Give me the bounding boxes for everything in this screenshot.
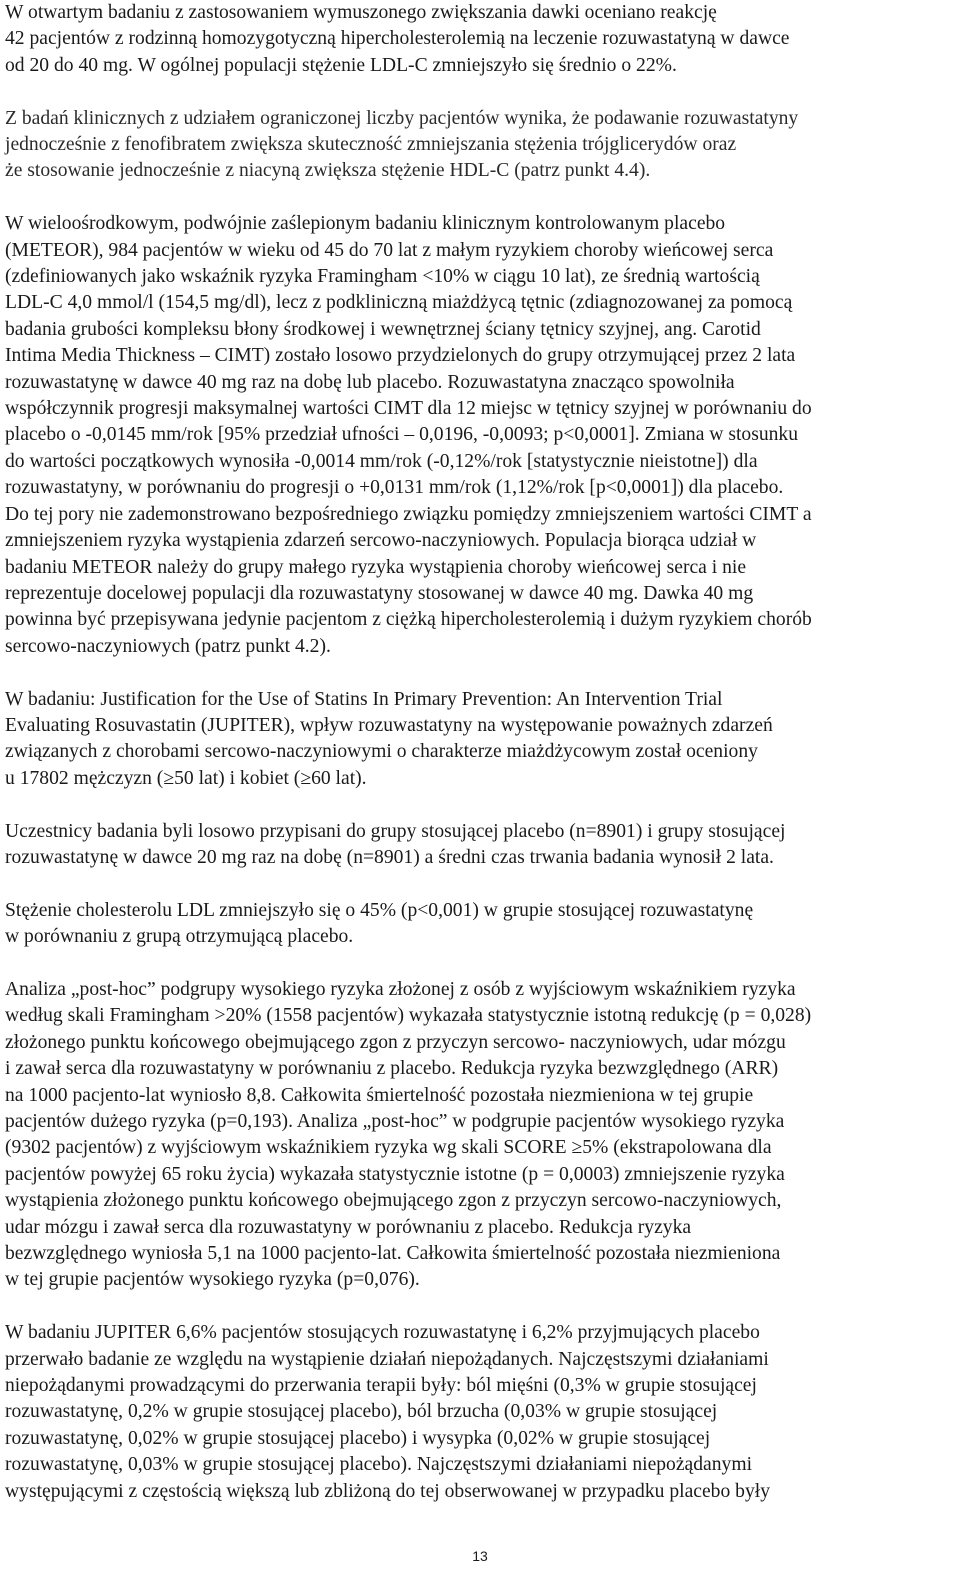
page-number: 13 xyxy=(472,1548,488,1564)
paragraph-gap xyxy=(5,1294,955,1320)
paragraph-gap xyxy=(5,185,955,211)
paragraph-meteor: W wieloośrodkowym, podwójnie zaślepionym badaniu klinicznym kontrolowanym placebo (METEOR), 984 pacjentów w wieku od 45 do 70 lat z małym ryzykiem choroby wieńcowej serca (zdefiniowanych jako wskaźnik ryzyka Framingham <10% w ciągu 10 lat), ze średnią wartością LDL-C 4,0 mmol/l (154,5 mg/dl), lecz z podkliniczną miażdżycą tętnic (zdiagnozowanej za pomocą badania grubości kompleksu błony środkowej i wewnętrznej ściany tętnicy szyjnej, ang. Carotid Intima Media Thickness – CIMT) zostało losowo przydzielonych do grupy otrzymującej przez 2 lata rozuwastatynę w dawce 40 mg raz na dobę lub placebo. Rozuwastatyna znacząco spowolniła współczynnik progresji maksymalnej wartości CIMT dla 12 miejsc w tętnicy szyjnej w porównaniu do placebo o -0,0145 mm/rok [95% przedział ufności – 0,0196, -0,0093; p<0,0001]. Zmiana w stosunku do wartości początkowych wynosiła -0,0014 mm/rok (-0,12%/rok [statystycznie nieistotne]) dla rozuwastatyny, w porównaniu do progresji o +0,0131 mm/rok (1,12%/rok [p<0,0001]) dla placebo. Do tej pory nie zademonstrowano bezpośredniego związku pomiędzy zmniejszeniem wartości CIMT a zmniejszeniem ryzyka wystąpienia zdarzeń sercowo-naczyniowych. Populacja biorąca udział w badaniu METEOR należy do grupy małego ryzyka wystąpienia choroby wieńcowej serca i nie reprezentuje docelowej populacji dla rozuwastatyny stosowanej w dawce 40 mg. Dawka 40 mg powinna być przepisywana jedynie pacjentom z ciężką hipercholesterolemią i dużym ryzykiem chorób sercowo-naczyniowych (patrz punkt 4.2). xyxy=(5,213,812,657)
paragraph-ldl-reduction: Stężenie cholesterolu LDL zmniejszyło się o 45% (p<0,001) w grupie stosującej rozuwastatynę w porównaniu z grupą otrzymującą placebo. xyxy=(5,899,754,948)
paragraph-post-hoc-analysis: Analiza „post-hoc” podgrupy wysokiego ryzyka złożonej z osób z wyjściowym wskaźnikiem ryzyka według skali Framingham >20% (1558 pacjentów) wykazała statystycznie istotną redukcję (p = 0,028) złożonego punktu końcowego obejmującego zgon z przyczyn sercowo- naczyniowych, udar mózgu i zawał serca dla rozuwastatyny w porównaniu z placebo. Redukcja ryzyka bezwzględnego (ARR) na 1000 pacjento-lat wyniosło 8,8. Całkowita śmiertelność pozostała niezmieniona w tej grupie pacjentów dużego ryzyka (p=0,193). Analiza „post-hoc” w podgrupie pacjentów wysokiego ryzyka (9302 pacjentów) z wyjściowym wskaźnikiem ryzyka wg skali SCORE ≥5% (ekstrapolowana dla pacjentów powyżej 65 roku życia) wykazała statystycznie istotne (p = 0,0003) zmniejszenie ryzyka wystąpienia złożonego punktu końcowego obejmującego zgon z przyczyn sercowo-naczyniowych, udar mózgu i zawał serca dla rozuwastatyny w porównaniu z placebo. Redukcja ryzyka bezwzględnego wyniosła 5,1 na 1000 pacjento-lat. Całkowita śmiertelność pozostała niezmieniona w tej grupie pacjentów wysokiego ryzyka (p=0,076). xyxy=(5,978,812,1291)
paragraph-gap xyxy=(5,792,955,818)
paragraph-jupiter-adverse-events: W badaniu JUPITER 6,6% pacjentów stosujących rozuwastatynę i 6,2% przyjmujących placebo przerwało badanie ze względu na wystąpienie działań niepożądanych. Najczęstszymi działaniami niepożądanymi prowadzącymi do przerwania terapii były: ból mięśni (0,3% w grupie stosującej rozuwastatynę, 0,2% w grupie stosującej placebo), ból brzucha (0,03% w grupie stosującej rozuwastatynę, 0,02% w grupie stosującej placebo) i wysypka (0,02% w grupie stosującej rozuwastatynę, 0,03% w grupie stosującej placebo). Najczęstszymi działaniami niepożądanymi występującymi z częstością większą lub zbliżoną do tej obserwowanej w przypadku placebo były xyxy=(5,1322,770,1502)
paragraph-gap xyxy=(5,79,955,105)
paragraph-jupiter-randomization: Uczestnicy badania byli losowo przypisani do grupy stosującej placebo (n=8901) i grupy stosującej rozuwastatynę w dawce 20 mg raz na dobę (n=8901) a średni czas trwania badania wynosił 2 lata. xyxy=(5,820,786,868)
paragraph-fenofibrate: Z badań klinicznych z udziałem ograniczonej liczby pacjentów wynika, że podawanie rozuwastatyny jednocześnie z fenofibratem zwiększa skuteczność zmniejszania stężenia trójglicerydów oraz że stosowanie jednocześnie z niacyną zwiększa stężenie HDL-C (patrz punkt 4.4). xyxy=(5,107,799,182)
paragraph-gap xyxy=(5,871,955,897)
paragraph-gap xyxy=(5,660,955,686)
paragraph-gap xyxy=(5,951,955,977)
paragraph-fh-homozygous: W otwartym badaniu z zastosowaniem wymuszonego zwiększania dawki oceniano reakcję 42 pacjentów z rodzinną homozygotyczną hipercholesterolemią na leczenie rozuwastatyną w dawce od 20 do 40 mg. W ogólnej populacji stężenie LDL-C zmniejszyło się średnio o 22%. xyxy=(5,2,790,76)
document-body xyxy=(5,0,955,1505)
paragraph-jupiter-intro: W badaniu: Justification for the Use of Statins In Primary Prevention: An Intervention Trial Evaluating Rosuvastatin (JUPITER), wpływ rozuwastatyny na występowanie poważnych zdarzeń związanych z chorobami sercowo-naczyniowymi o charakterze miażdżycowym został oceniony u 17802 mężczyzn (≥50 lat) i kobiet (≥60 lat). xyxy=(5,688,773,789)
